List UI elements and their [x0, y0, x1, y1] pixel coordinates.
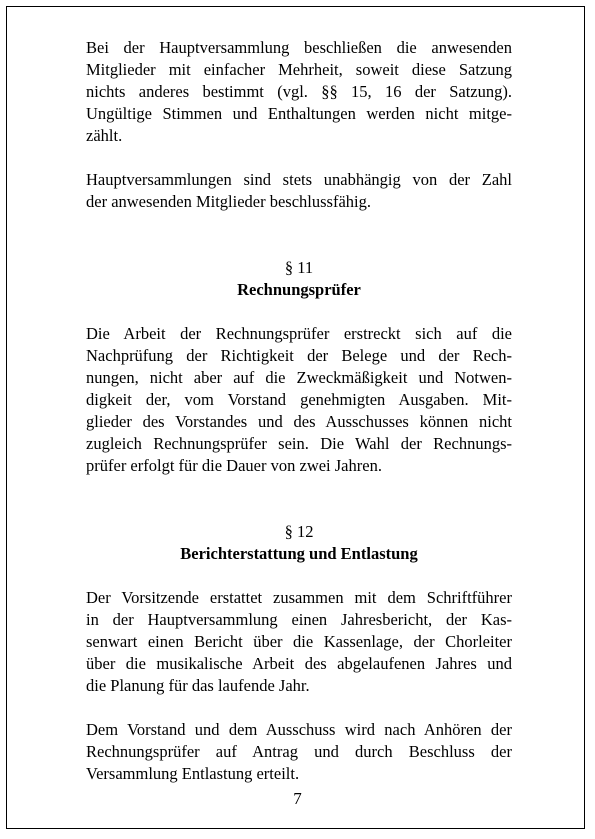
text-line: Versammlung Entlastung erteilt.	[86, 764, 300, 783]
section-title-11: Rechnungsprüfer	[237, 280, 361, 299]
text-line: Ungültige Stimmen und Enthaltungen werden nicht mitge-	[86, 104, 512, 123]
text-line: Hauptversammlungen sind stets unabhängig von der Zahl	[86, 170, 512, 189]
text-line: glieder des Vorstandes und des Ausschusses können nicht	[86, 412, 512, 431]
text-line: Rechnungsprüfer auf Antrag und durch Beschluss der	[86, 742, 512, 761]
text-line: digkeit der, vom Vorstand genehmigten Ausgaben. Mit-	[86, 390, 512, 409]
text-line: Nachprüfung der Richtigkeit der Belege und der Rech-	[86, 346, 512, 365]
text-line: Dem Vorstand und dem Ausschuss wird nach Anhören der	[86, 720, 512, 739]
paragraph-auditors	[86, 323, 512, 477]
paragraph-resolutions	[86, 37, 512, 147]
text-line: Die Arbeit der Rechnungsprüfer erstreckt sich auf die	[86, 324, 512, 343]
text-line: Der Vorsitzende erstattet zusammen mit dem Schriftführer	[86, 588, 512, 607]
paragraph-discharge	[86, 719, 512, 785]
text-line: zugleich Rechnungsprüfer sein. Die Wahl der Rechnungs-	[86, 434, 512, 453]
text-line: senwart einen Bericht über die Kassenlage, der Chorleiter	[86, 632, 512, 651]
section-number-12: § 12	[284, 522, 314, 541]
text-line: die Planung für das laufende Jahr.	[86, 676, 310, 695]
section-number-11: § 11	[284, 258, 314, 277]
paragraph-quorum	[86, 169, 512, 213]
section-title-12: Berichterstattung und Entlastung	[180, 544, 418, 563]
text-line: Mitglieder mit einfacher Mehrheit, soweit diese Satzung	[86, 60, 512, 79]
text-line: der anwesenden Mitglieder beschlussfähig.	[86, 192, 371, 211]
text-line: über die musikalische Arbeit des abgelaufenen Jahres und	[86, 654, 512, 673]
page-number: 7	[293, 789, 302, 808]
text-line: zählt.	[86, 126, 123, 145]
text-line: in der Hauptversammlung einen Jahresbericht, der Kas-	[86, 610, 512, 629]
page-content	[86, 37, 512, 785]
text-line: nungen, nicht aber auf die Zweckmäßigkeit und Notwen-	[86, 368, 512, 387]
text-line: Bei der Hauptversammlung beschließen die anwesenden	[86, 38, 512, 57]
text-line: nichts anderes bestimmt (vgl. §§ 15, 16 der Satzung).	[86, 82, 512, 101]
text-line: prüfer erfolgt für die Dauer von zwei Jahren.	[86, 456, 382, 475]
paragraph-reports	[86, 587, 512, 697]
